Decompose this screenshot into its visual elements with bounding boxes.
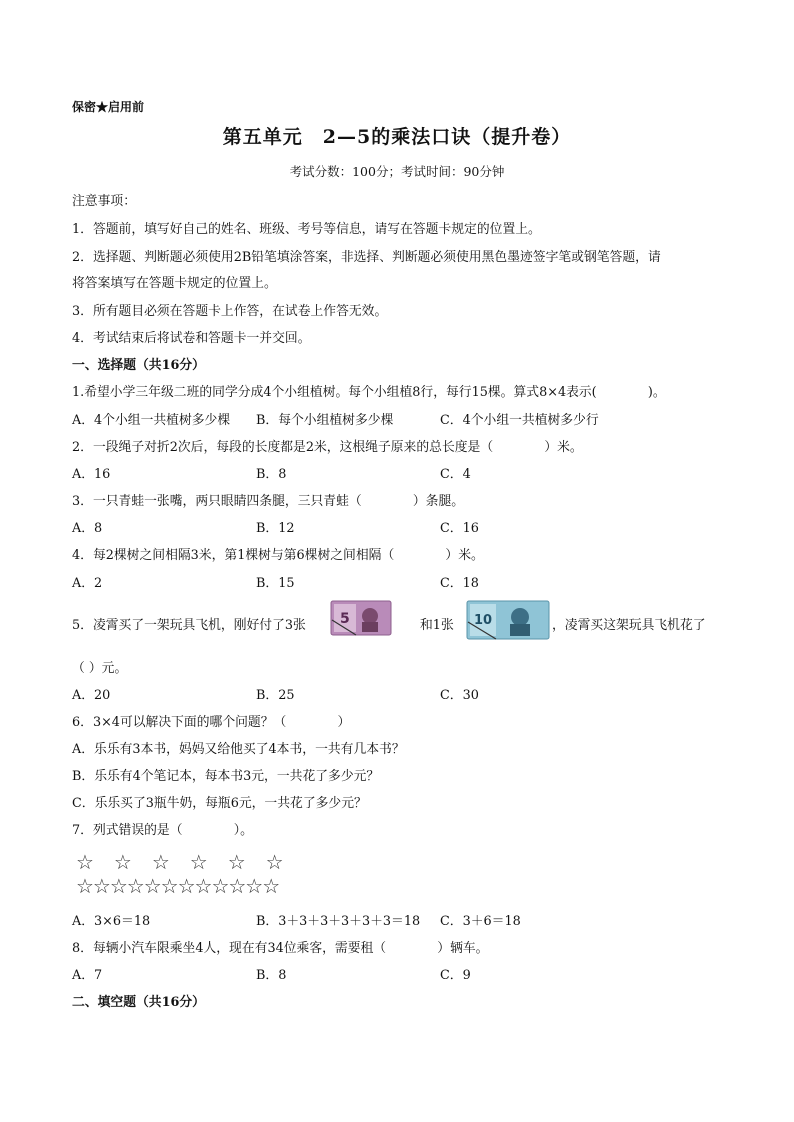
q3-option-c[interactable]: C．16 <box>440 521 479 536</box>
q2-option-a[interactable]: A．16 <box>72 467 111 482</box>
ten-yuan-note-image <box>466 600 550 644</box>
q5-stem-part3: ，凌霄买这架玩具飞机花了 <box>552 618 706 633</box>
q4-stem: 4．每2棵树之间相隔3米，第1棵树与第6棵树之间相隔（ ）米。 <box>72 548 484 563</box>
q5-option-b[interactable]: B．25 <box>256 688 295 703</box>
q4-option-c[interactable]: C．18 <box>440 576 479 591</box>
notice-item-2-cont: 将答案填写在答题卡规定的位置上。 <box>72 276 277 291</box>
ten-yuan-denomination: 10 <box>474 613 493 628</box>
q2-stem: 2．一段绳子对折2次后，每段的长度都是2米，这根绳子原来的总长度是（ ）米。 <box>72 440 583 455</box>
q7-option-a[interactable]: A．3×6＝18 <box>72 914 151 929</box>
q1-option-b[interactable]: B．每个小组植树多少棵 <box>256 413 394 428</box>
q6-option-c[interactable]: C．乐乐买了3瓶牛奶，每瓶6元，一共花了多少元？ <box>72 796 367 811</box>
q3-option-b[interactable]: B．12 <box>256 521 295 536</box>
q6-option-b[interactable]: B．乐乐有4个笔记本，每本书3元，一共花了多少元？ <box>72 769 380 784</box>
q3-option-a[interactable]: A．8 <box>72 521 103 536</box>
confidential-label: 保密★启用前 <box>72 100 145 114</box>
page-title: 第五单元 2—5的乘法口诀（提升卷） <box>222 126 572 148</box>
star-row-bottom: ☆☆☆☆☆☆☆☆☆☆☆☆ <box>76 874 280 898</box>
five-yuan-note-image <box>330 600 392 640</box>
notice-item-3: 3．所有题目必须在答题卡上作答，在试卷上作答无效。 <box>72 304 388 319</box>
exam-info: 考试分数：100分；考试时间：90分钟 <box>289 164 505 179</box>
q4-option-b[interactable]: B．15 <box>256 576 295 591</box>
q8-option-b[interactable]: B．8 <box>256 968 287 983</box>
notice-item-2: 2．选择题、判断题必须使用2B铅笔填涂答案，非选择、判断题必须使用黑色墨迹签字笔或钢笔答题，请 <box>72 250 661 265</box>
notice-item-4: 4．考试结束后将试卷和答题卡一并交回。 <box>72 331 311 346</box>
section-2-heading: 二、填空题（共16分） <box>72 995 205 1010</box>
notice-heading: 注意事项： <box>72 194 136 209</box>
q8-option-c[interactable]: C．9 <box>440 968 471 983</box>
q1-option-c[interactable]: C．4个小组一共植树多少行 <box>440 413 599 428</box>
q5-option-a[interactable]: A．20 <box>72 688 111 703</box>
star-row-top: ☆ ☆ ☆ ☆ ☆ ☆ <box>76 850 284 874</box>
q7-option-c[interactable]: C．3＋6＝18 <box>440 914 521 929</box>
q1-option-a[interactable]: A．4个小组一共植树多少棵 <box>72 413 231 428</box>
q2-option-b[interactable]: B．8 <box>256 467 287 482</box>
q8-option-a[interactable]: A．7 <box>72 968 103 983</box>
q7-option-b[interactable]: B．3＋3＋3＋3＋3＋3＝18 <box>256 914 421 929</box>
q7-stem: 7．列式错误的是（ ）。 <box>72 823 253 838</box>
q6-option-a[interactable]: A．乐乐有3本书，妈妈又给他买了4本书，一共有几本书？ <box>72 742 405 757</box>
q8-stem: 8．每辆小汽车限乘坐4人，现在有34位乘客，需要租（ ）辆车。 <box>72 941 489 956</box>
section-1-heading: 一、选择题（共16分） <box>72 358 205 373</box>
notice-item-1: 1．答题前，填写好自己的姓名、班级、考号等信息，请写在答题卡规定的位置上。 <box>72 222 541 237</box>
q3-stem: 3．一只青蛙一张嘴，两只眼睛四条腿，三只青蛙（ ）条腿。 <box>72 494 465 509</box>
q1-stem: 1.希望小学三年级二班的同学分成4个小组植树。每个小组植8行，每行15棵。算式8×4表示( )。 <box>72 385 666 400</box>
q5-stem-part2: 和1张 <box>420 618 454 633</box>
q5-stem-part1: 5．凌霄买了一架玩具飞机，刚好付了3张 <box>72 618 306 633</box>
q5-option-c[interactable]: C．30 <box>440 688 479 703</box>
q2-option-c[interactable]: C．4 <box>440 467 471 482</box>
q4-option-a[interactable]: A．2 <box>72 576 103 591</box>
five-yuan-denomination: 5 <box>340 611 350 627</box>
q5-stem-part4: （ ）元。 <box>72 661 128 676</box>
q6-stem: 6．3×4可以解决下面的哪个问题？（ ） <box>72 715 351 730</box>
